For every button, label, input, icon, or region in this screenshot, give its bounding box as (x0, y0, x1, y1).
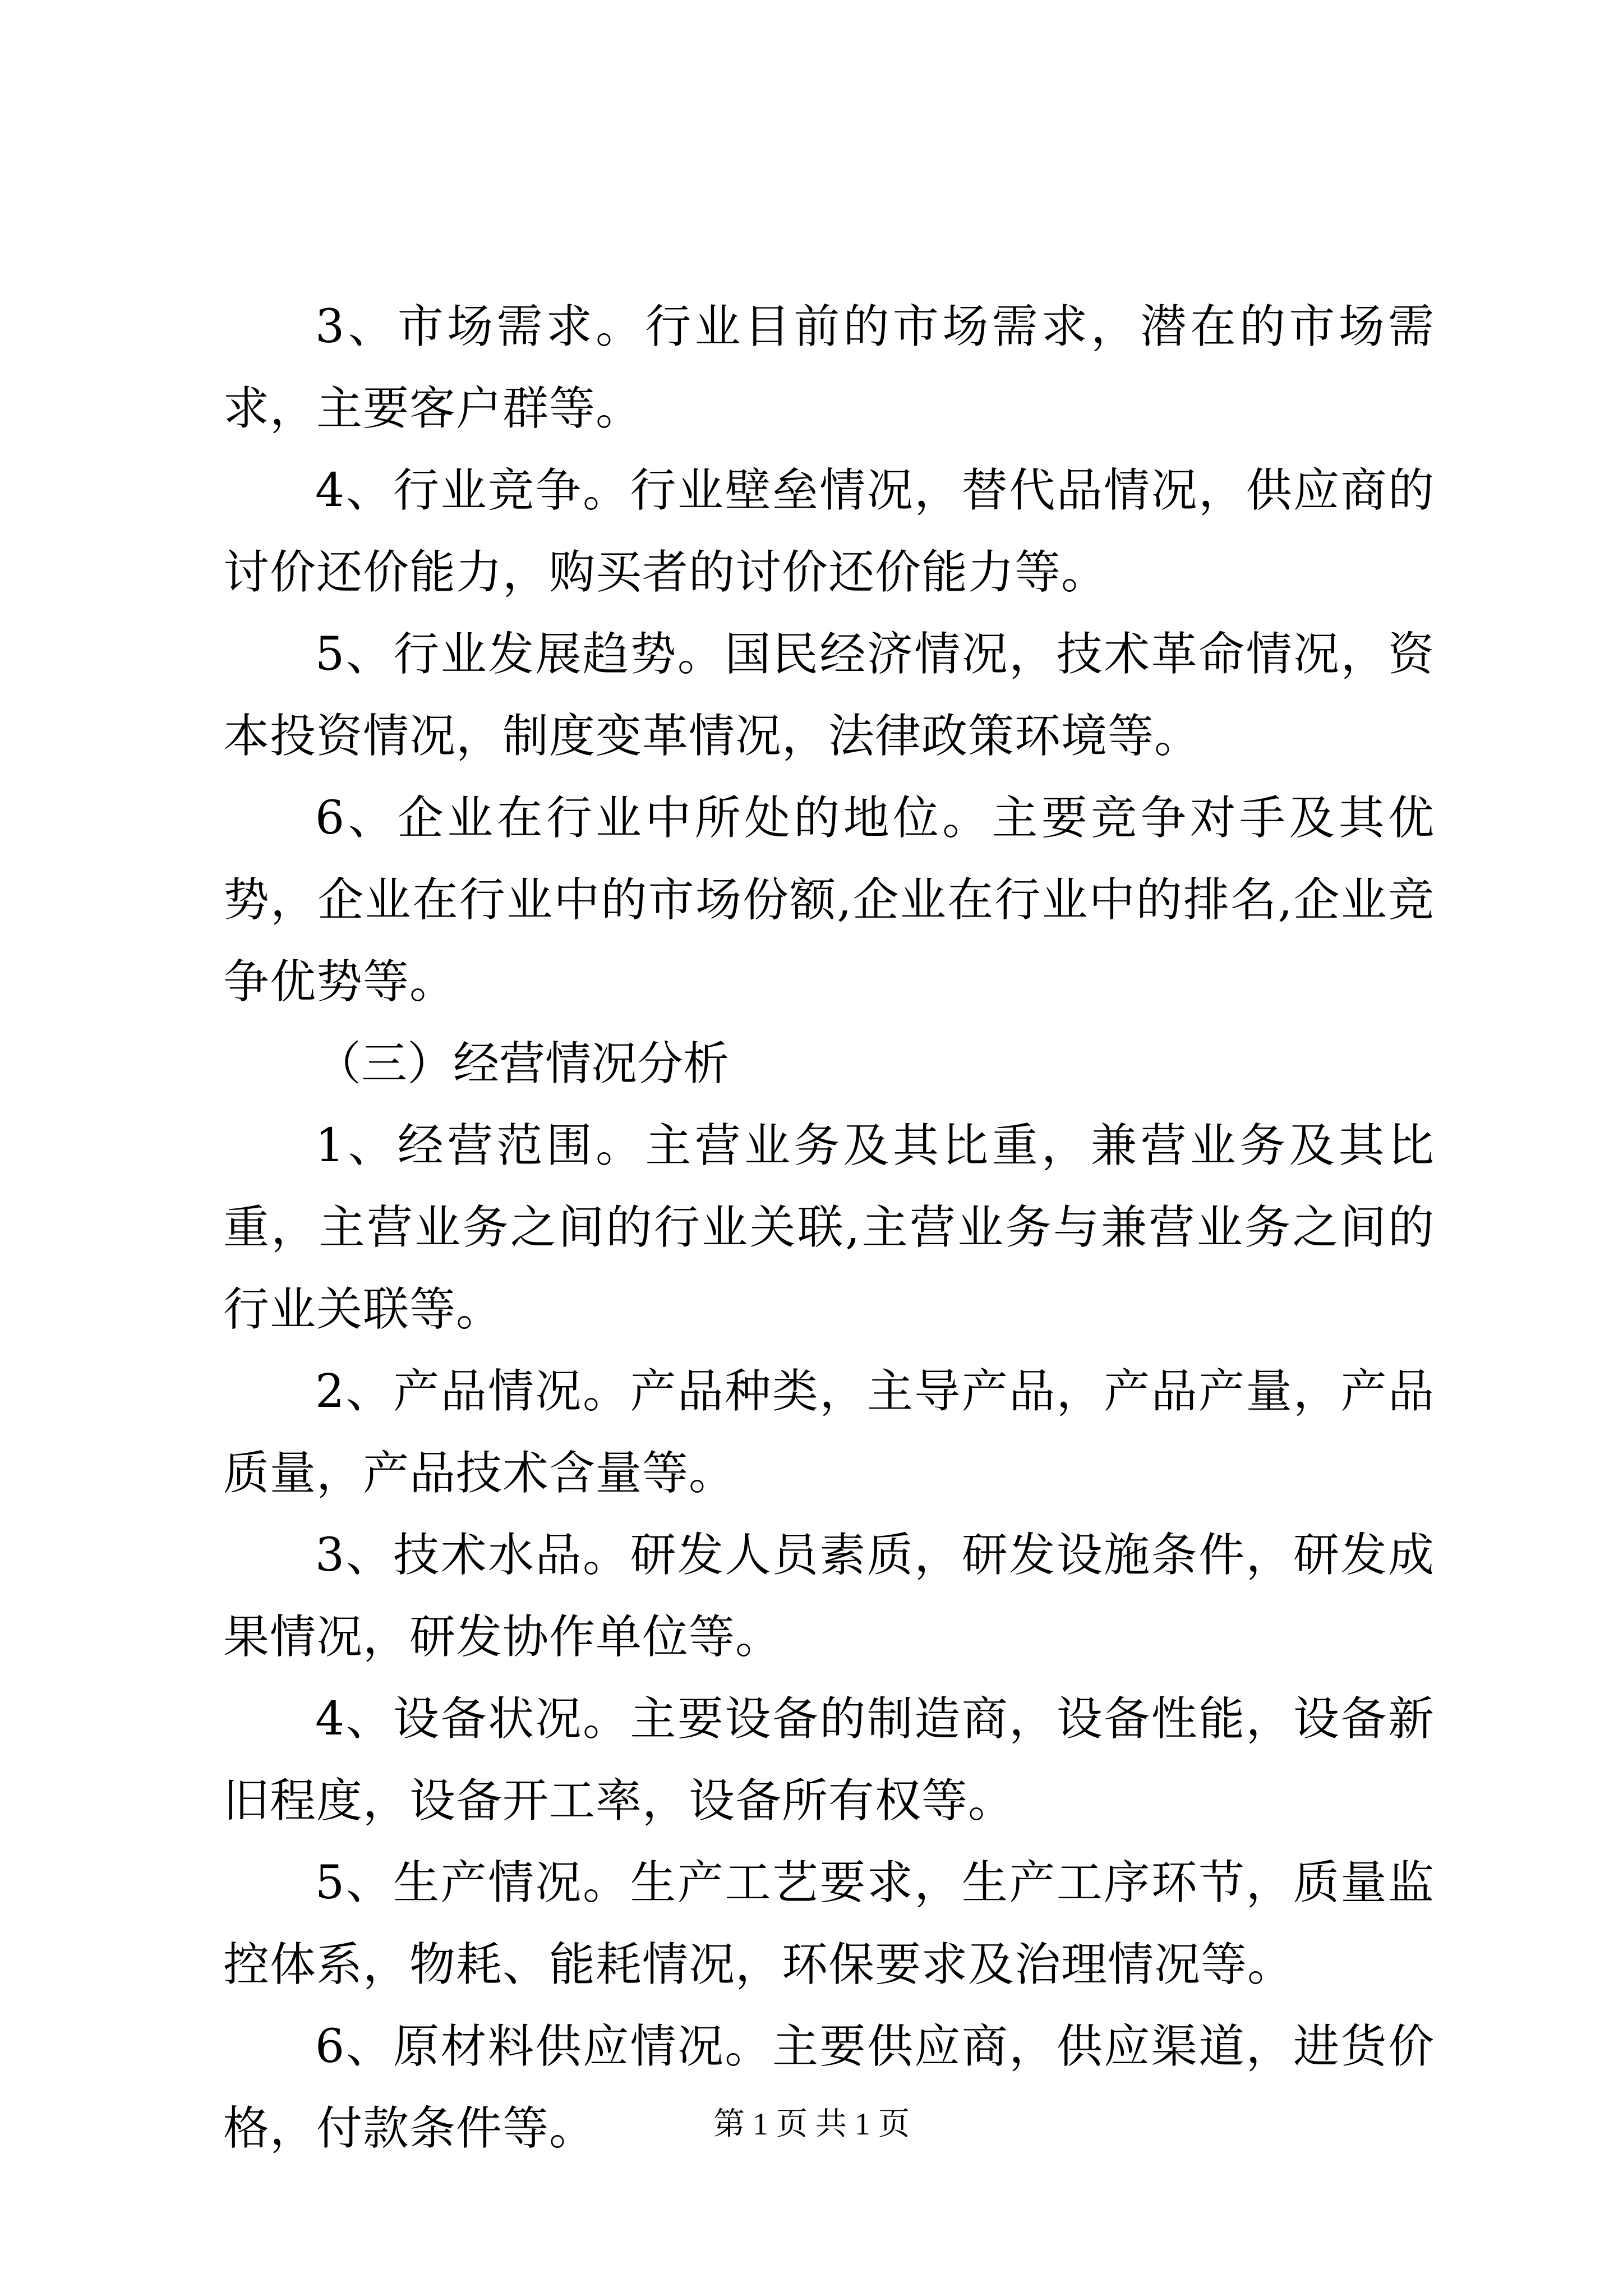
document-body (223, 286, 1435, 2170)
paragraph-enterprise-position: 6、企业在行业中所处的地位。主要竞争对手及其优势，企业在行业中的市场份额,企业在行业中的排名,企业竞争优势等。 (223, 792, 1435, 1009)
section-heading: （三）经营情况分析 (315, 1037, 730, 1091)
paragraph-market-demand: 3、市场需求。行业目前的市场需求，潜在的市场需求，主要客户群等。 (223, 300, 1435, 435)
paragraph-raw-material-supply: 6、原材料供应情况。主要供应商，供应渠道，进货价格，付款条件等。 (223, 2020, 1435, 2155)
paragraph-equipment-status: 4、设备状况。主要设备的制造商，设备性能，设备新旧程度，设备开工率，设备所有权等。 (223, 1692, 1435, 1828)
paragraph-business-scope: 1、经营范围。主营业务及其比重，兼营业务及其比重，主营业务之间的行业关联,主营业务与兼营业务之间的行业关联等。 (223, 1119, 1435, 1336)
paragraph-industry-competition: 4、行业竞争。行业壁垒情况，替代品情况，供应商的讨价还价能力，购买者的讨价还价能力等。 (223, 464, 1435, 599)
page-footer: 第 1 页 共 1 页 (713, 2107, 910, 2142)
paragraph-product-status: 2、产品情况。产品种类，主导产品，产品产量，产品质量，产品技术含量等。 (223, 1365, 1435, 1500)
paragraph-technology-level: 3、技术水品。研发人员素质，研发设施条件，研发成果情况，研发协作单位等。 (223, 1529, 1435, 1664)
paragraph-production-status: 5、生产情况。生产工艺要求，生产工序环节，质量监控体系，物耗、能耗情况，环保要求及治理情况等。 (223, 1856, 1435, 1991)
paragraph-industry-trend: 5、行业发展趋势。国民经济情况，技术革命情况，资本投资情况，制度变革情况，法律政策环境等。 (223, 628, 1435, 763)
